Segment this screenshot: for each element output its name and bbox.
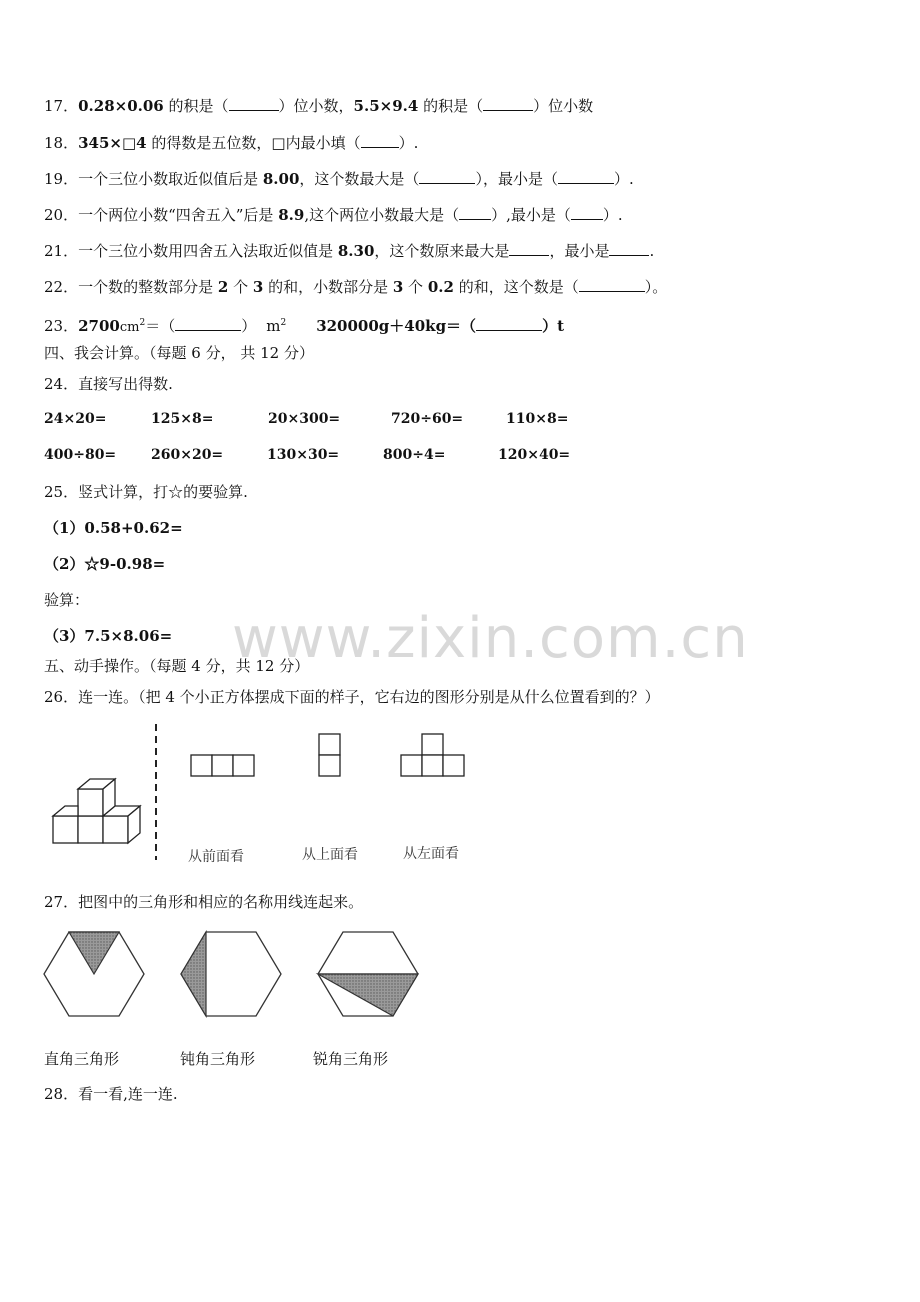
q21-text4: . [649,242,655,260]
q23-sup1: 2 [139,318,146,328]
front-view-grid [191,755,254,776]
q22-text2: 个 [228,278,253,296]
q19-number: 19． [44,170,79,188]
watermark: www.zixin.com.cn [232,606,749,671]
question-23 [44,313,564,338]
q18-digit: 4 [136,134,147,152]
q18-box1: □ [121,134,137,152]
q22-blank[interactable] [579,277,645,292]
hexagon-1 [44,932,144,1016]
q22-n3: 3 [392,278,404,296]
question-19 [44,169,634,189]
q23-eq: ＝（ [145,317,176,335]
q18-text3: ）. [398,134,419,152]
calc-item: 800÷4= [383,447,446,463]
q19-blank1[interactable] [419,169,475,184]
q20-blank1[interactable] [459,205,491,220]
question-25-3: （3）7.5×8.06= [44,627,173,645]
question-27: 27．把图中的三角形和相应的名称用线连起来。 [44,893,364,911]
question-26: 26．连一连。（把 4 个小正方体摆成下面的样子，它右边的图形分别是从什么位置看到的？） [44,688,660,706]
q20-text4: ）. [602,206,623,224]
q22-text5: 的和，这个数是（ [453,278,579,296]
calc-item: 400÷80= [44,447,117,463]
question-21 [44,241,654,261]
view-label-left: 从左面看 [403,846,459,862]
q22-n1: 2 [217,278,229,296]
q21-number: 21． [44,242,79,260]
q20-text2: ,这个两位小数最大是（ [304,206,460,224]
q21-blank1[interactable] [509,241,549,256]
q19-blank2[interactable] [558,169,614,184]
hexagon-3 [318,932,418,1016]
q22-text6: ）。 [644,278,668,296]
q19-text2: ，这个数最大是（ [299,170,420,188]
q23-value1: 2700 [78,317,120,335]
calc-item: 260×20= [151,447,224,463]
calc-item: 20×300= [268,411,341,427]
q23-expr2: 320000g＋40kg＝（ [316,317,477,335]
q23-blank2[interactable] [476,316,542,331]
q23-sup2: 2 [280,318,287,328]
q17-expr2: 5.5×9.4 [353,97,419,115]
q17-text3: 的积是（ [418,97,484,115]
q19-text1: 一个三位小数取近似值后是 [78,170,263,188]
q17-text1: 的积是（ [163,97,229,115]
q22-text1: 一个数的整数部分是 [78,278,218,296]
q18-blank[interactable] [361,133,399,148]
section-4-heading: 四、我会计算。（每题 6 分， 共 12 分） [44,344,314,362]
q20-value: 8.9 [278,206,305,224]
calc-item: 24×20= [44,411,107,427]
q23-text-t: ）t [542,317,564,335]
question-22 [44,277,667,297]
q21-text1: 一个三位小数用四舍五入法取近似值是 [78,242,338,260]
triangle-hexagons-figure [40,926,430,1022]
question-20 [44,205,623,225]
q19-text3: ），最小是（ [475,170,558,188]
q21-value: 8.30 [337,242,375,260]
q17-text4: ）位小数 [533,97,594,115]
q20-blank2[interactable] [571,205,603,220]
q18-text2: 内最小填（ [285,134,361,152]
q23-close: ） [241,317,257,335]
q20-text3: ）,最小是（ [491,206,571,224]
question-25: 25．竖式计算，打☆的要验算. [44,483,248,501]
q21-text2: ，这个数原来最大是 [374,242,510,260]
verify-label: 验算： [44,591,90,609]
q20-text1: 一个两位小数“四舍五入”后是 [78,206,279,224]
section-5-heading: 五、动手操作。（每题 4 分，共 12 分） [44,657,310,675]
q21-text3: ，最小是 [549,242,610,260]
q17-number: 17． [44,97,79,115]
question-17 [44,96,593,116]
top-view-grid [319,734,340,776]
q22-n2: 3 [252,278,264,296]
calc-item: 120×40= [498,447,571,463]
q18-expr: 345× [78,134,122,152]
q23-number: 23． [44,317,79,335]
q18-text1: 的得数是五位数， [146,134,272,152]
q20-number: 20． [44,206,79,224]
q23-blank1[interactable] [175,316,241,331]
question-18 [44,133,418,153]
q23-unit1: cm [119,320,140,335]
label-acute-triangle: 锐角三角形 [313,1050,389,1068]
calc-item: 110×8= [506,411,569,427]
q17-text2: ）位小数， [278,97,354,115]
label-right-triangle: 直角三角形 [44,1050,120,1068]
label-obtuse-triangle: 钝角三角形 [180,1050,256,1068]
calc-item: 130×30= [267,447,340,463]
q17-expr1: 0.28×0.06 [78,97,164,115]
view-label-top: 从上面看 [302,847,358,863]
q19-text4: ）. [613,170,634,188]
q22-number: 22． [44,278,79,296]
question-25-1: （1）0.58+0.62= [44,519,183,537]
question-25-2: （2）☆9-0.98= [44,555,166,573]
left-view-grid [401,734,464,776]
q22-n4: 0.2 [427,278,454,296]
q18-number: 18． [44,134,79,152]
q23-unit2: m [266,317,281,335]
q19-value: 8.00 [262,170,300,188]
calc-item: 125×8= [151,411,214,427]
hexagon-2 [181,932,281,1016]
question-24: 24．直接写出得数. [44,375,173,393]
q22-text3: 的和，小数部分是 [263,278,393,296]
q22-text4: 个 [403,278,428,296]
question-28: 28．看一看,连一连. [44,1085,178,1103]
view-label-front: 从前面看 [188,849,244,865]
q21-blank2[interactable] [609,241,649,256]
q18-box2: □ [271,134,286,152]
q17-blank2[interactable] [483,96,533,111]
cube-stack-drawing [53,779,140,843]
q17-blank1[interactable] [229,96,279,111]
calc-item: 720÷60= [391,411,464,427]
